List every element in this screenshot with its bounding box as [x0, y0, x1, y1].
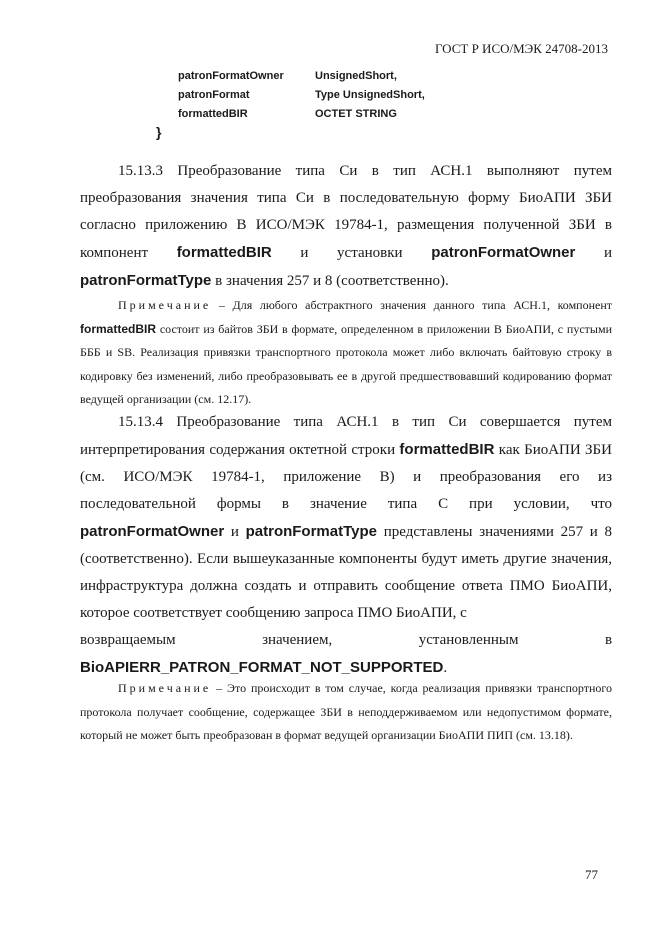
page-number: 77	[585, 867, 598, 882]
field-type: OCTET STRING	[315, 108, 397, 120]
term-formattedbir: formattedBIR	[80, 321, 157, 336]
field-type: Type UnsignedShort,	[315, 89, 425, 101]
field-name: patronFormat	[178, 89, 250, 101]
p1-line-4: компонент formattedBIR и установки patronFormatOwner и	[80, 244, 613, 261]
error-code: BioAPIERR_PATRON_FORMAT_NOT_SUPPORTED	[80, 659, 444, 676]
closing-brace: }	[156, 124, 162, 140]
code-line-formattedbir	[178, 108, 397, 120]
note-1: Примечание – Для любого абстрактного значения данного типа АСН.1, компонент formattedBIR состоит из байтов ЗБИ в формате, определенном в приложении В БиоАПИ, с пустыми БББ и SB. Реализация привязки транспортного протокола может либо включать байтовую строку в кодировку без изменений, либо преобразовывать ее в другой предшествовавший кодированию формат ведущей организации (см. 12.17).	[80, 298, 612, 406]
p1-line-2: преобразования значения типа Си в последовательную форму БиоАПИ ЗБИ	[80, 190, 612, 206]
field-type: UnsignedShort,	[315, 70, 397, 82]
p1-line-1: 15.13.3 Преобразование типа Си в тип АСН.1 выполняют путем	[118, 163, 612, 179]
code-line-patronformat	[178, 89, 425, 101]
field-name: patronFormatOwner	[178, 70, 284, 82]
paragraph-15-13-3	[80, 158, 612, 295]
note-label: Примечание	[118, 681, 212, 695]
term-formattedbir: formattedBIR	[399, 441, 495, 458]
term-patronformatowner: patronFormatOwner	[80, 523, 225, 540]
p2-line-10: BioAPIERR_PATRON_FORMAT_NOT_SUPPORTED.	[80, 659, 448, 676]
term-formattedbir: formattedBIR	[176, 244, 272, 261]
note-2: Примечание – Это происходит в том случае, когда реализация привязки транспортного протокола получает сообщение, содержащее ЗБИ в неподдерживаемом или недопустимом формате, который не может быть преобразован в формат ведущей организации БиоАПИ ПИП (см. 13.18).	[80, 681, 612, 742]
standard-header: ГОСТ Р ИСО/МЭК 24708-2013	[434, 41, 608, 56]
note-label: Примечание	[118, 298, 212, 312]
p1-line-3: согласно приложению В ИСО/МЭК 19784-1, размещения полученной ЗБИ в	[80, 217, 612, 233]
paragraph-15-13-4	[80, 409, 612, 682]
p1-line-5: patronFormatType в значения 257 и 8 (соответственно).	[80, 272, 449, 289]
term-patronformattype: patronFormatType	[245, 523, 378, 540]
p2-body: 15.13.4 Преобразование типа АСН.1 в тип Си совершается путем интерпретирования содержания октетной строки formattedBIR как БиоАПИ ЗБИ (см. ИСО/МЭК 19784-1, приложение В) и преобразования его из последовательной формы в значение типа С при условии, что patronFormatOwner и patronFormatType представлены значениями 257 и 8 (соответственно). Если вышеуказанные компоненты будут иметь другие значения, инфраструктура должна создать и отправить сообщение ответа ПМО БиоАПИ, которое соответствует сообщению запроса ПМО БиоАПИ, с	[80, 414, 612, 621]
term-patronformatowner: patronFormatOwner	[431, 244, 576, 261]
code-line-patronformatowner	[178, 70, 397, 82]
field-name: formattedBIR	[178, 108, 248, 120]
term-patronformattype: patronFormatType	[80, 272, 212, 289]
p2-line-9: возвращаемым значением, установленным в	[80, 632, 613, 648]
